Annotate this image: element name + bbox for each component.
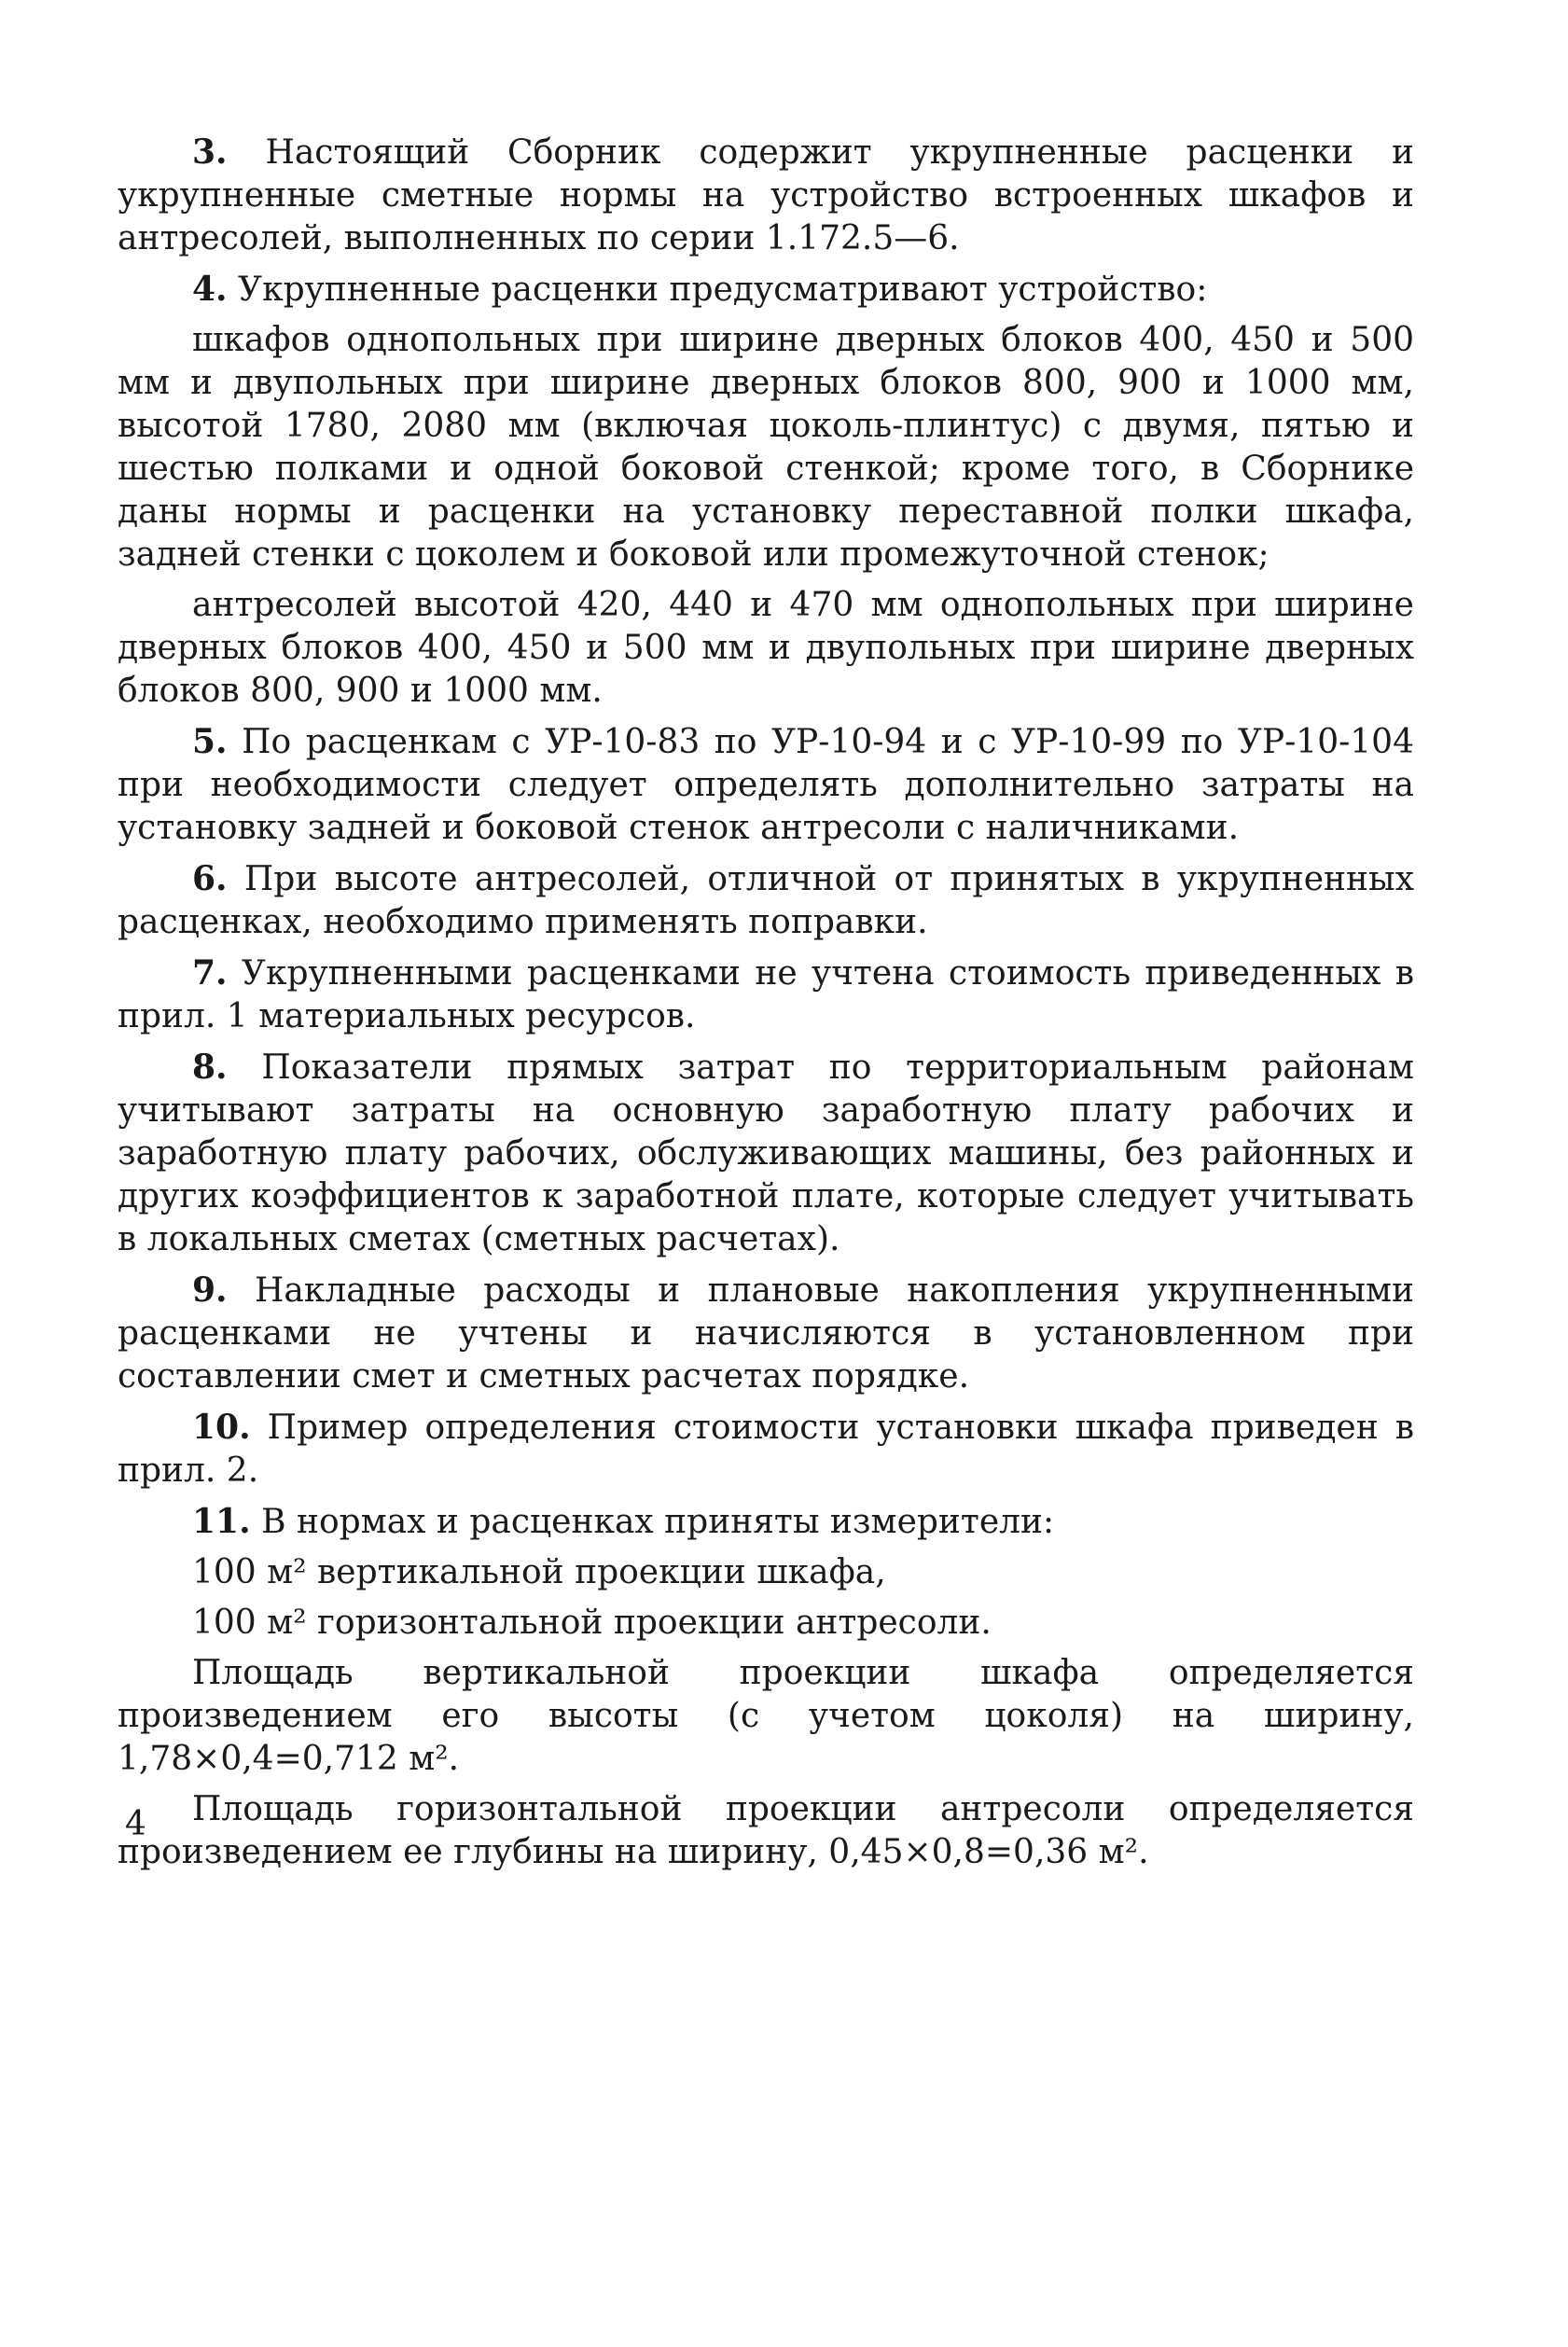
paragraph-text: Укрупненными расценками не учтена стоимость приведенных в прил. 1 материальных ресурсов. (118, 954, 1414, 1035)
area-vertical-note (118, 1652, 1414, 1781)
paragraph-number: 9. (192, 1271, 228, 1310)
paragraph-text: Площадь горизонтальной проекции антресоли определяется произведением ее глубины на ширину, 0,45×0,8=0,36 м². (118, 1790, 1414, 1871)
paragraph-text: Укрупненные расценки предусматривают устройство: (238, 271, 1208, 309)
paragraph-4 (118, 268, 1414, 312)
paragraph-text: Пример определения стоимости установки шкафа приведен в прил. 2. (118, 1409, 1414, 1490)
paragraph-number: 11. (192, 1502, 251, 1541)
paragraph-text: 100 м² горизонтальной проекции антресоли. (192, 1604, 992, 1642)
paragraph-text: При высоте антресолей, отличной от принятых в укрупненных расценках, необходимо применять поправки. (118, 860, 1414, 941)
paragraph-10 (118, 1406, 1414, 1493)
paragraph-4-cabinets (118, 319, 1414, 576)
paragraph-text: Настоящий Сборник содержит укрупненные расценки и укрупненные сметные нормы на устройство встроенных шкафов и антресолей, выполненных по серии 1.172.5—6. (118, 133, 1414, 257)
paragraph-text: Показатели прямых затрат по территориальным районам учитывают затраты на основную заработную плату рабочих и заработную плату рабочих, обслуживающих машины, без районных и других коэффициентов к заработной плате, которые следует учитывать в локальных сметах (сметных расчетах). (118, 1049, 1415, 1258)
area-horizontal-note (118, 1788, 1414, 1874)
paragraph-number: 5. (192, 722, 228, 761)
paragraph-number: 6. (192, 859, 228, 898)
paragraph-number: 8. (192, 1048, 228, 1087)
paragraph-text: 100 м² вертикальной проекции шкафа, (192, 1553, 886, 1591)
paragraph-number: 3. (192, 132, 228, 172)
paragraph-4-mezzanines (118, 584, 1414, 713)
paragraph-number: 4. (192, 270, 228, 309)
body-text (118, 131, 1414, 1882)
paragraph-5 (118, 720, 1414, 850)
measure-vertical (118, 1551, 1414, 1594)
paragraph-text: шкафов однопольных при ширине дверных блоков 400, 450 и 500 мм и двупольных при ширине дверных блоков 800, 900 и 1000 мм, высотой 1780, 2080 мм (включая цоколь-плинтус) с двумя, пятью и шестью полками и одной боковой стенкой; кроме того, в Сборнике даны нормы и расценки на установку переставной полки шкафа, задней стенки с цоколем и боковой или промежуточной стенок; (118, 321, 1414, 574)
paragraph-text: Площадь вертикальной проекции шкафа определяется произведением его высоты (с учетом цоколя) на ширину, 1,78×0,4=0,712 м². (118, 1654, 1414, 1778)
paragraph-6 (118, 857, 1414, 944)
paragraph-text: Накладные расходы и плановые накопления укрупненными расценками не учтены и начисляются в установленном при составлении смет и сметных расчетах порядке. (118, 1271, 1414, 1396)
measure-horizontal (118, 1602, 1414, 1645)
paragraph-3 (118, 131, 1414, 260)
paragraph-11 (118, 1500, 1414, 1544)
paragraph-9 (118, 1269, 1414, 1398)
paragraph-text: По расценкам с УР-10-83 по УР-10-94 и с УР-10-99 по УР-10-104 при необходимости следует определять дополнительно затраты на установку задней и боковой стенок антресоли с наличниками. (118, 723, 1414, 847)
paragraph-text: В нормах и расценках приняты измерители: (261, 1503, 1055, 1541)
page-number: 4 (125, 1805, 146, 1843)
paragraph-number: 10. (192, 1408, 251, 1447)
paragraph-7 (118, 951, 1414, 1038)
paragraph-text: антресолей высотой 420, 440 и 470 мм однопольных при ширине дверных блоков 400, 450 и 500 мм и двупольных при ширине дверных блоков 800, 900 и 1000 мм. (118, 586, 1414, 710)
paragraph-8 (118, 1046, 1414, 1261)
paragraph-number: 7. (192, 953, 228, 993)
